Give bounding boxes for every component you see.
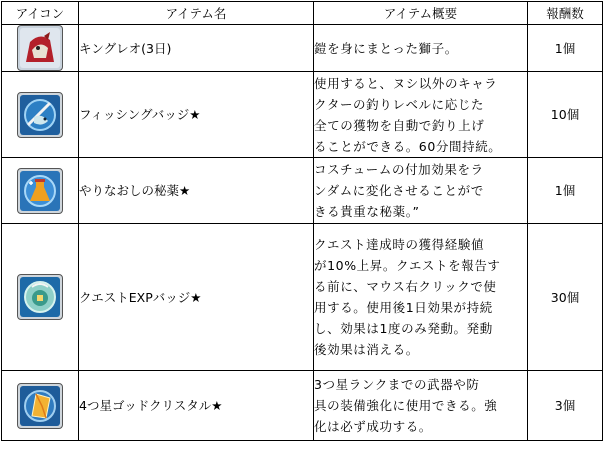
reward-count: 1個 — [528, 158, 603, 224]
icon-cell — [2, 371, 79, 441]
description-line: クターの釣りレベルに応じた — [314, 96, 485, 112]
description-line: 用する。使用後1日効果が持続 — [314, 300, 493, 315]
table-row — [2, 72, 603, 158]
description-line: コスチュームの付加効果をラ — [314, 162, 484, 177]
description-line: 後効果は消える。 — [314, 342, 419, 357]
item-name: フィッシングバッジ★ — [79, 72, 314, 158]
god-crystal-icon — [17, 383, 63, 429]
table-row — [2, 224, 603, 371]
description-line: 具の装備強化に使用できる。強 — [314, 398, 498, 413]
item-description — [314, 158, 528, 224]
item-description — [314, 371, 528, 441]
table-header-row — [2, 2, 603, 25]
reroll-potion-icon — [17, 168, 63, 214]
icon-cell — [2, 72, 79, 158]
icon-cell — [2, 158, 79, 224]
item-description — [314, 72, 528, 158]
reward-count: 3個 — [528, 371, 603, 441]
item-description — [314, 224, 528, 371]
description-line: 3つ星ランクまでの武器や防 — [314, 377, 480, 392]
reward-items-table — [1, 1, 603, 441]
icon-cell — [2, 25, 79, 72]
description-line: る前に、マウス右クリックで使 — [314, 279, 497, 294]
description-line: 鎧を身にまとった獅子。 — [314, 40, 458, 56]
table-row — [2, 25, 603, 72]
description-line: し、効果は1度のみ発動。発動 — [314, 321, 493, 336]
header-icon: アイコン — [2, 2, 79, 25]
table-row — [2, 158, 603, 224]
reward-count: 1個 — [528, 25, 603, 72]
description-line: が10%上昇。クエストを報告す — [314, 258, 501, 273]
description-line: きる貴重な秘薬。” — [314, 204, 420, 219]
description-line: クエスト達成時の獲得経験値 — [314, 237, 485, 252]
icon-cell — [2, 224, 79, 371]
table-row — [2, 371, 603, 441]
lion-king-icon — [17, 25, 63, 71]
item-name: 4つ星ゴッドクリスタル★ — [79, 371, 314, 441]
item-name: キングレオ(3日) — [79, 25, 314, 72]
item-description — [314, 25, 528, 72]
item-name: やりなおしの秘薬★ — [79, 158, 314, 224]
quest-exp-badge-icon — [17, 274, 63, 320]
fishing-badge-icon — [17, 92, 63, 138]
header-item-description: アイテム概要 — [314, 2, 528, 25]
header-item-name: アイテム名 — [79, 2, 314, 25]
header-reward-count: 報酬数 — [528, 2, 603, 25]
description-line: ることができる。60分間持続。 — [314, 138, 502, 154]
reward-count: 30個 — [528, 224, 603, 371]
item-name: クエストEXPバッジ★ — [79, 224, 314, 371]
description-line: 全ての獲物を自動で釣り上げ — [314, 117, 485, 133]
description-line: 化は必ず成功する。 — [314, 419, 432, 434]
description-line: ンダムに変化させることがで — [314, 183, 484, 198]
description-line: 使用すると、ヌシ以外のキャラ — [314, 75, 498, 91]
reward-count: 10個 — [528, 72, 603, 158]
